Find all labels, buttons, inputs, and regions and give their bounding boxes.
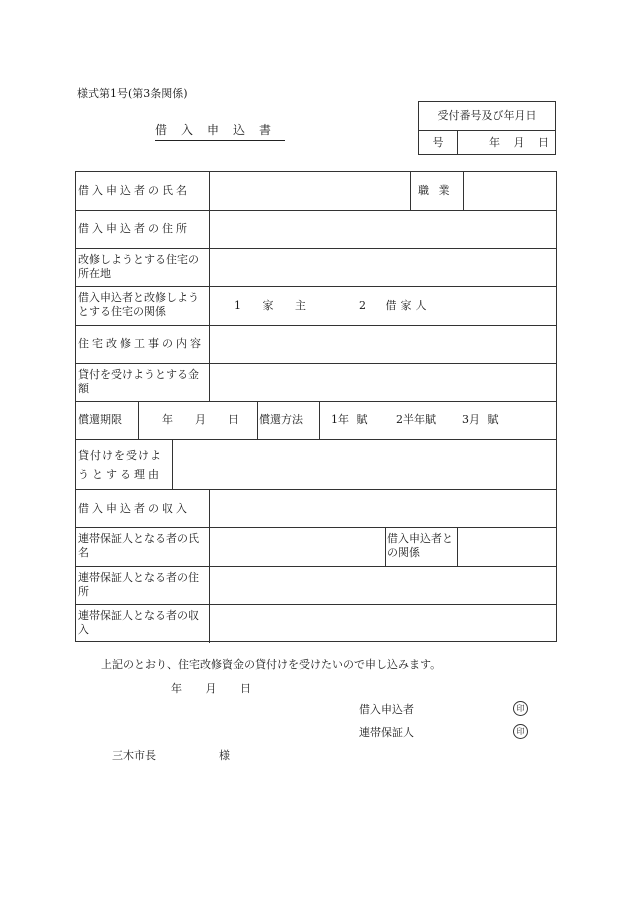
reception-date-label: 年 月 日 bbox=[489, 136, 549, 149]
reception-number-label: 号 bbox=[419, 130, 458, 155]
repayment-period-value: 年 月 日 bbox=[162, 413, 239, 426]
method-option-monthly: 3月 賦 bbox=[462, 413, 499, 426]
guarantor-signature-label: 連帯保証人 bbox=[359, 726, 414, 739]
applicant-address-label: 借入申込者の住所 bbox=[78, 222, 190, 235]
house-location-label: 改修しようとする住宅の所在地 bbox=[78, 253, 199, 280]
addressee-mayor: 三木市長 bbox=[112, 749, 156, 762]
applicant-name-label: 借入申込者の氏名 bbox=[78, 184, 190, 197]
work-content-label: 住宅改修工事の内容 bbox=[78, 337, 204, 350]
reason-label-line2: うとする理由 bbox=[78, 468, 162, 481]
document-title: 借入申込書 bbox=[155, 121, 285, 141]
reason-label-line1: 貸付けを受けよ bbox=[78, 449, 162, 462]
application-table bbox=[75, 171, 557, 642]
application-statement: 上記のとおり、住宅改修資金の貸付けを受けたいので申し込みます。 bbox=[101, 658, 442, 671]
repayment-method-label: 償還方法 bbox=[259, 413, 303, 426]
relation-option-owner: 1 家 主 bbox=[234, 299, 306, 312]
guarantor-income-label: 連帯保証人となる者の収入 bbox=[78, 609, 199, 636]
reception-title: 受付番号及び年月日 bbox=[419, 102, 555, 131]
guarantor-seal-mark: 印 bbox=[513, 724, 528, 739]
addressee-honorific: 様 bbox=[219, 749, 230, 762]
applicant-signature-label: 借入申込者 bbox=[359, 703, 414, 716]
relation-label: 借入申込者と改修しようとする住宅の関係 bbox=[78, 291, 199, 318]
repayment-period-label: 償還期限 bbox=[78, 413, 122, 426]
applicant-seal-mark: 印 bbox=[513, 701, 528, 716]
method-option-annual: 1年 賦 bbox=[331, 413, 368, 426]
form-number: 様式第1号(第3条関係) bbox=[77, 87, 188, 100]
reception-box bbox=[418, 101, 556, 155]
application-date: 年 月 日 bbox=[171, 682, 251, 695]
loan-amount-label: 貸付を受けようとする金額 bbox=[78, 368, 199, 395]
guarantor-relation-label: 借入申込者との関係 bbox=[387, 532, 453, 559]
applicant-income-label: 借入申込者の収入 bbox=[78, 502, 190, 515]
guarantor-address-label: 連帯保証人となる者の住所 bbox=[78, 571, 199, 598]
occupation-label: 職 業 bbox=[418, 184, 450, 197]
relation-option-tenant: 2 借家人 bbox=[359, 299, 431, 312]
method-option-semiannual: 2半年賦 bbox=[396, 413, 436, 426]
guarantor-name-label: 連帯保証人となる者の氏名 bbox=[78, 532, 199, 559]
